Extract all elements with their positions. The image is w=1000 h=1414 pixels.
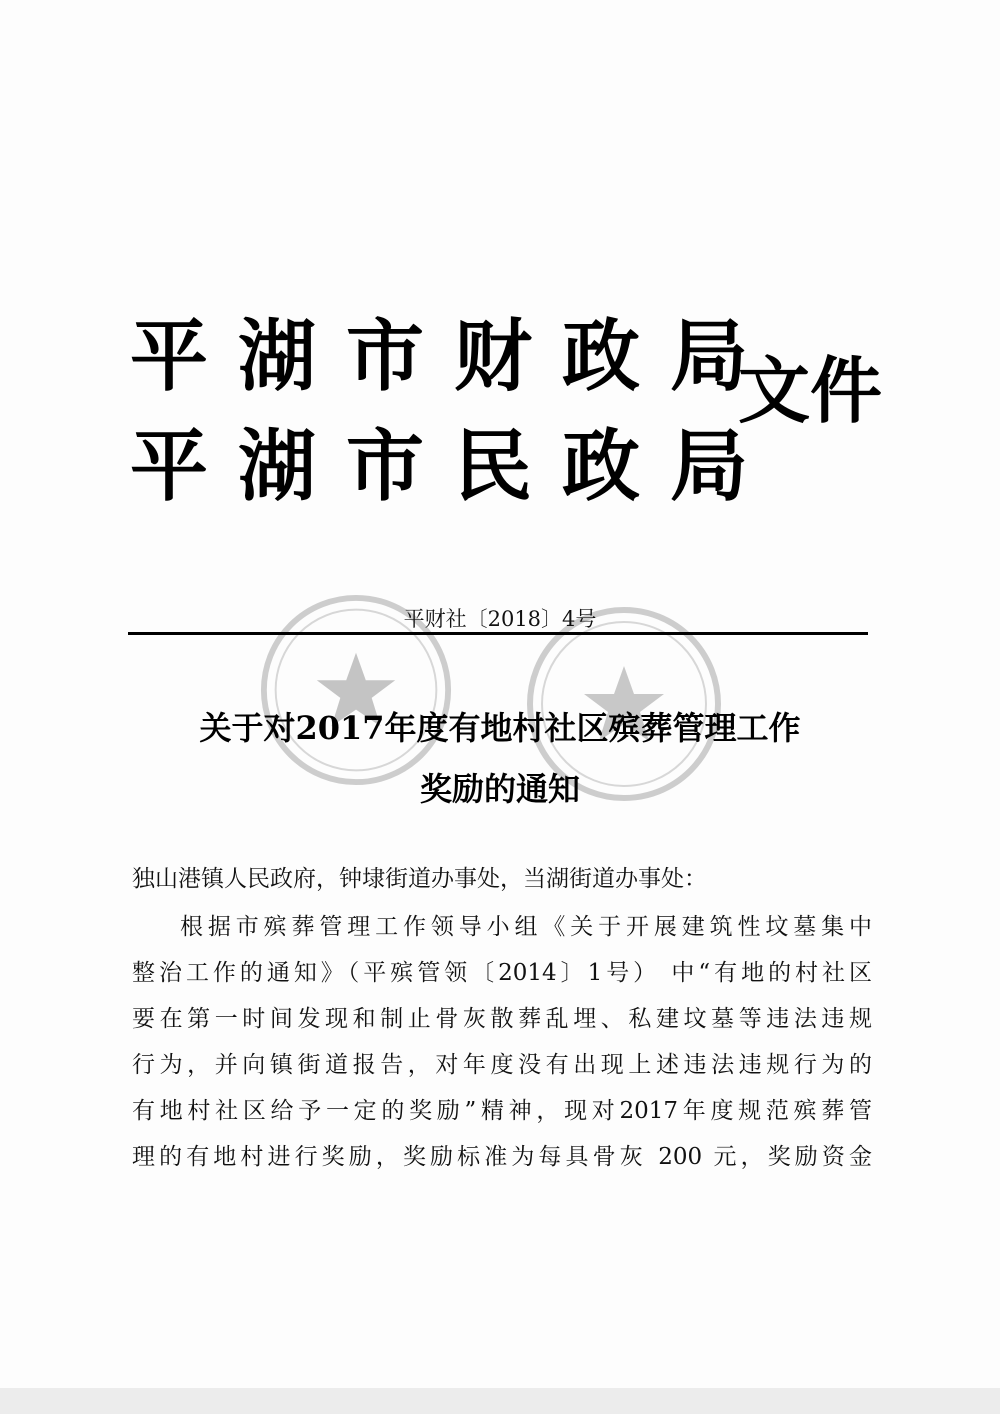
recipients: 独山港镇人民政府，钟埭街道办事处，当湖街道办事处：: [132, 866, 707, 892]
body-line: 行为，并向镇街道报告，对年度没有出现上述违法违规行为的: [132, 1052, 872, 1078]
notice-title-line-2: 奖励的通知: [419, 770, 580, 808]
body-text: [132, 904, 872, 1180]
body-line: 根据市殡葬管理工作领导小组《关于开展建筑性坟墓集中: [180, 914, 872, 940]
body-line: 整治工作的通知》（平殡管领〔2014〕1号） 中“有地的村社区: [132, 960, 872, 986]
notice-title-line-1: 关于对2017年度有地村社区殡葬管理工作: [199, 709, 801, 747]
issuer-line-finance-bureau: 平湖市财政局: [130, 311, 779, 402]
document-suffix: 文件: [738, 348, 883, 433]
document-number: 平财社〔2018〕4号: [403, 607, 597, 631]
scan-bottom-edge: [0, 1388, 1000, 1414]
issuer-line-civil-affairs-bureau: 平湖市民政局: [130, 421, 779, 512]
body-line: 理的有地村进行奖励，奖励标准为每具骨灰 200 元，奖励资金: [132, 1144, 872, 1170]
body-line: 有地村社区给予一定的奖励”精神，现对2017年度规范殡葬管: [132, 1098, 872, 1124]
body-line: 要在第一时间发现和制止骨灰散葬乱埋、私建坟墓等违法违规: [132, 1006, 872, 1032]
header-divider: [128, 632, 868, 635]
